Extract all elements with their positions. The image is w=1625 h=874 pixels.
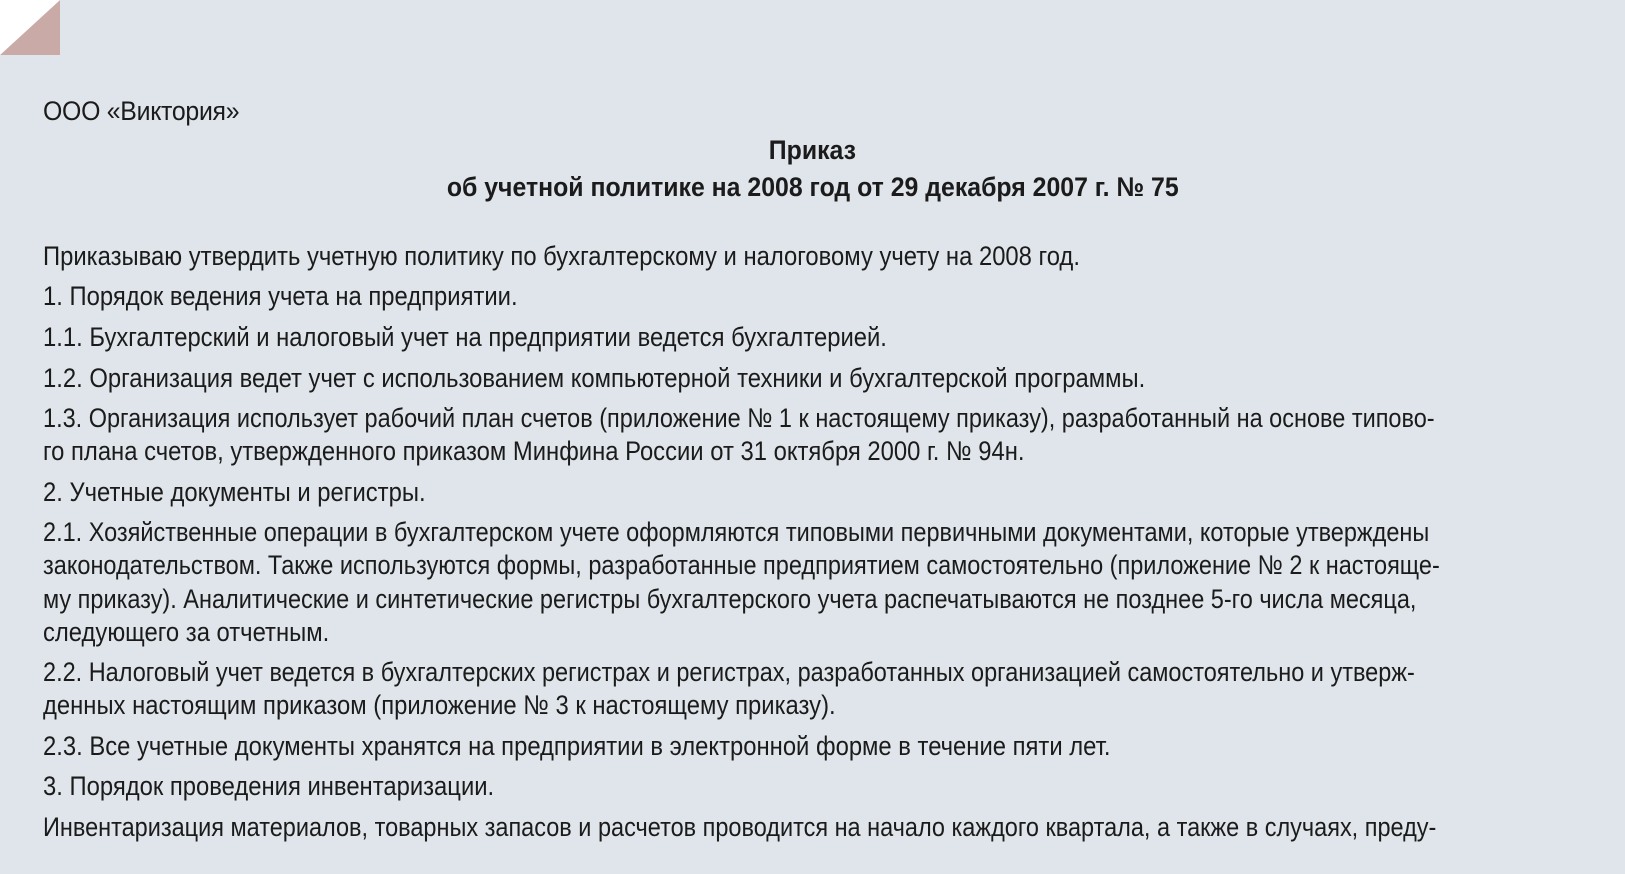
body-line: 2.1. Хозяйственные операции в бухгалтерском учете оформляются типовыми первичными документами, которые утверждены <box>43 517 1430 547</box>
body-line: 1.1. Бухгалтерский и налоговый учет на предприятии ведется бухгалтерией. <box>43 322 887 352</box>
body-line: следующего за отчетным. <box>43 617 330 647</box>
body-line: го плана счетов, утвержденного приказом Минфина России от 31 октября 2000 г. № 94н. <box>43 436 1025 466</box>
document-subtitle <box>0 170 1625 204</box>
body-line: му приказу). Аналитические и синтетические регистры бухгалтерского учета распечатываются не позднее 5-го числа месяца, <box>43 584 1417 614</box>
body-line: 3. Порядок проведения инвентаризации. <box>43 771 495 801</box>
body-line: 2.3. Все учетные документы хранятся на предприятии в электронной форме в течение пяти лет. <box>43 731 1111 761</box>
body-line: 2. Учетные документы и регистры. <box>43 477 426 507</box>
document-title-text: Приказ <box>768 135 857 165</box>
body-line: законодательством. Также используются формы, разработанные предприятием самостоятельно (приложение № 2 к настояще- <box>43 550 1440 580</box>
document-title <box>0 133 1625 167</box>
body-line: 2.2. Налоговый учет ведется в бухгалтерских регистрах и регистрах, разработанных организацией самостоятельно и утверж- <box>43 657 1415 687</box>
body-line: Приказываю утвердить учетную политику по бухгалтерскому и налоговому учету на 2008 год. <box>43 241 1080 271</box>
organization-name: ООО «Виктория» <box>43 96 240 126</box>
document-subtitle-text: об учетной политике на 2008 год от 29 декабря 2007 г. № 75 <box>446 172 1179 202</box>
body-line: 1.3. Организация использует рабочий план счетов (приложение № 1 к настоящему приказу), разработанный на основе типово- <box>43 403 1435 433</box>
body-line: Инвентаризация материалов, товарных запасов и расчетов проводится на начало каждого квартала, а также в случаях, преду- <box>43 812 1437 842</box>
page-fold-corner <box>0 0 60 55</box>
body-line: 1.2. Организация ведет учет с использованием компьютерной техники и бухгалтерской программы. <box>43 363 1146 393</box>
body-line: 1. Порядок ведения учета на предприятии. <box>43 281 518 311</box>
body-line: денных настоящим приказом (приложение № 3 к настоящему приказу). <box>43 690 836 720</box>
